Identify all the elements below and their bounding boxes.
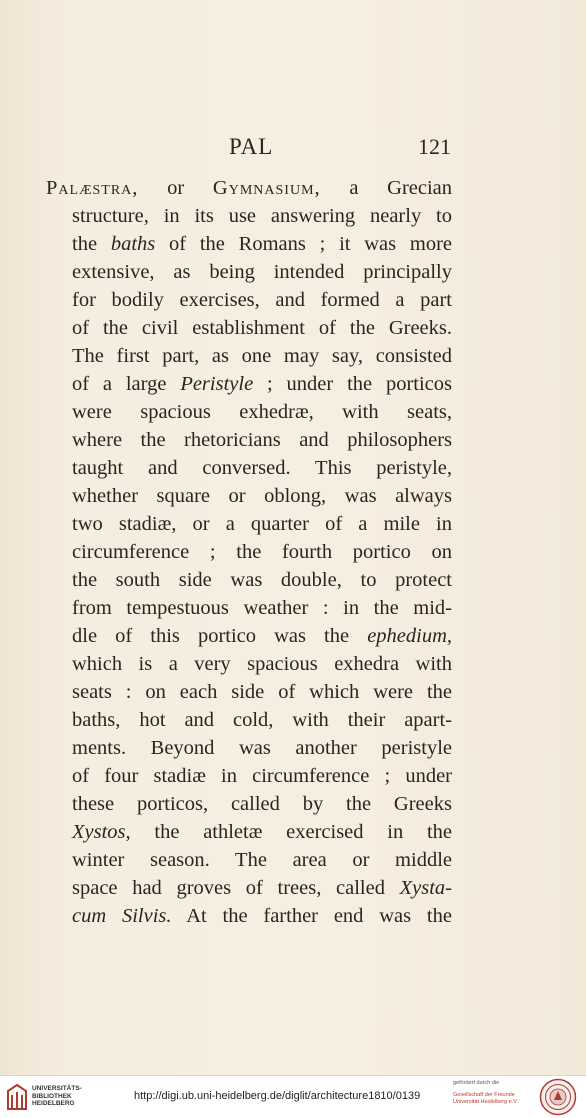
text-line: which is a very spacious exhedra with [72,653,452,675]
text-line: from tempestuous weather : in the mid- [72,597,452,619]
text-line: where the rhetoricians and philosophers [72,429,452,451]
text-line: the south side was double, to protect [72,569,452,591]
text-line: taught and conversed. This peristyle, [72,457,452,479]
text-line [72,370,452,398]
text-line [46,174,452,202]
text-line: baths, hot and cold, with their apart- [72,709,452,731]
text-fragment: of a large [72,373,167,395]
text-fragment: ; under the porticos [253,373,453,395]
university-library-logo-icon [6,1083,28,1111]
text-line: structure, in its use answering nearly to [72,205,452,227]
text-fragment: a Grecian [349,177,453,199]
text-fragment: the [72,233,98,255]
text-fragment: of the Romans ; it was more [169,233,453,255]
text-line [72,818,452,846]
text-line: The first part, as one may say, consisted [72,345,452,367]
text-line [72,874,452,902]
italic-term-peristyle: Peristyle [180,373,254,395]
text-line: of the civil establishment of the Greeks. [72,317,452,339]
italic-term-xystos: Xystos, [72,821,131,843]
body-text [46,174,453,930]
text-fragment: At the farther end was the [186,905,452,927]
library-name: UNIVERSITÄTS- BIBLIOTHEK HEIDELBERG [32,1085,82,1107]
page-number: 121 [418,134,451,159]
headword-gymnasium: Gymnasium, [212,177,321,199]
text-line: winter season. The area or middle [72,849,452,871]
text-line: these porticos, called by the Greeks [72,793,452,815]
text-fragment: dle of this portico was the [72,625,350,647]
text-line: extensive, as being intended principally [72,261,452,283]
text-line [72,902,452,930]
footer-bar [0,1075,586,1118]
university-seal-icon [539,1078,577,1116]
society-name: Gesellschaft der Freunde Universität Heidelberg e.V. [453,1092,518,1105]
text-line: of four stadiæ in circumference ; under [72,765,452,787]
text-line: seats : on each side of which were the [72,681,452,703]
text-line: whether square or oblong, was always [72,485,452,507]
italic-term-ephedium: ephedium, [367,625,453,647]
text-line: circumference ; the fourth portico on [72,541,452,563]
italic-term-xystacum: Xysta- [399,877,452,899]
italic-term-silvis: cum Silvis. [72,905,172,927]
text-line: were spacious exhedræ, with seats, [72,401,452,423]
text-line: ments. Beyond was another peristyle [72,737,452,759]
text-line: two stadiæ, or a quarter of a mile in [72,513,452,535]
text-fragment: space had groves of trees, called [72,877,385,899]
italic-term-baths: baths [110,233,156,255]
text-fragment: or [167,177,185,199]
support-label: gefördert durch die [453,1080,500,1086]
running-head [0,134,586,164]
running-head-title: PAL [229,134,274,159]
text-line [72,230,452,258]
text-fragment: the athletæ exercised in the [154,821,453,843]
permalink-url[interactable]: http://digi.ub.uni-heidelberg.de/diglit/architecture1810/0139 [134,1090,421,1102]
text-line [72,622,452,650]
text-line: for bodily exercises, and formed a part [72,289,452,311]
headword-palaestra: Palæstra, [46,177,139,199]
